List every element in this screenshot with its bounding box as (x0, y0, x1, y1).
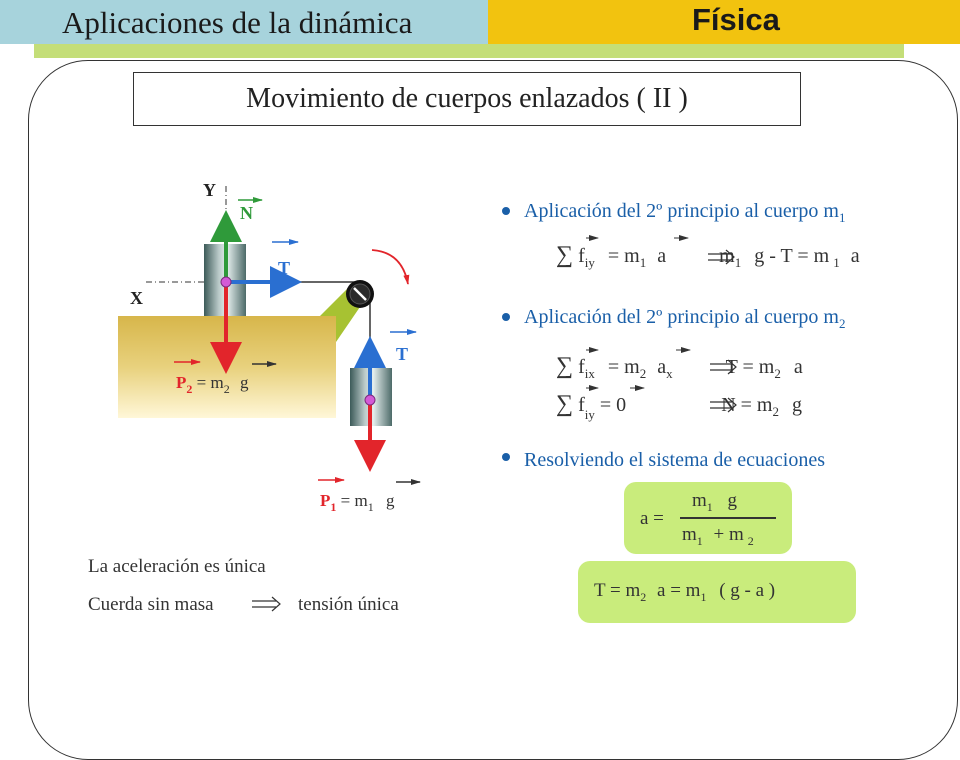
eq3-p1: = 0 (599, 394, 627, 416)
section1-sub: 1 (839, 210, 846, 225)
bullet-3 (502, 453, 510, 461)
eq1-p1: = m (607, 245, 640, 267)
section3-heading: Resolviendo el sistema de ecuaciones (524, 449, 826, 471)
eq2-p3sub: 2 (774, 366, 781, 381)
t-s2: 1 (700, 590, 707, 604)
implies-arrow-notes (252, 597, 280, 611)
weight-label-m1 (320, 491, 395, 514)
eq3-fsub: iy (584, 407, 595, 422)
center-m1 (365, 395, 375, 405)
p1-g: g (385, 491, 395, 510)
eq2-p4: a (793, 356, 803, 378)
result-a-numerator (692, 490, 737, 512)
weight-label-m2 (176, 373, 249, 396)
eq2-p2sub: x (666, 366, 673, 381)
section2-equation1 (556, 353, 803, 380)
eq3-p3: g (791, 394, 802, 416)
eq2-p3: T = m (725, 356, 775, 378)
result-a-lhs: a = (640, 508, 664, 529)
section2-text: Aplicación del 2º principio al cuerpo m (524, 306, 839, 328)
eq1-f: f (578, 245, 585, 267)
note-unique-acceleration: La aceleración es única (88, 556, 266, 577)
section1-heading (524, 200, 846, 223)
eq3-p2: N = m (721, 394, 773, 416)
section1-equation (556, 242, 860, 269)
bullet-1 (502, 207, 510, 215)
center-m2 (221, 277, 231, 287)
sum-symbol-2: ∑ (556, 353, 574, 379)
note-unique-tension: tensión única (298, 594, 399, 615)
p1-eq: = m (340, 491, 368, 510)
t-p3: ( g - a ) (719, 580, 776, 601)
den-sub1: 1 (696, 534, 703, 548)
eq1-p1sub: 1 (639, 255, 647, 270)
p2-eq: = m (196, 373, 224, 392)
t-p1: T = m (594, 580, 641, 601)
sum-symbol-3: ∑ (556, 391, 574, 417)
den-sub2: 2 (747, 534, 754, 548)
rotation-arrow (372, 250, 408, 284)
normal-label: N (240, 203, 253, 223)
eq1-p4sub: 1 (833, 255, 840, 270)
eq3-f: f (578, 394, 585, 416)
section2-heading (524, 306, 846, 329)
eq1-p5: a (850, 245, 860, 267)
num-g: g (727, 490, 738, 511)
p1-msub: 1 (367, 500, 374, 514)
eq2-p1: = m (607, 356, 640, 378)
den-m1: m (682, 524, 697, 545)
result-t-equation (594, 580, 775, 602)
note-massless-string: Cuerda sin masa (88, 594, 214, 615)
section2-equation2 (556, 391, 802, 422)
eq1-p4: g - T = m (754, 245, 830, 267)
p1-subscript: 1 (330, 500, 337, 514)
p2-g: g (239, 373, 249, 392)
num-sub: 1 (706, 500, 713, 514)
p1-symbol: P (320, 491, 331, 510)
fraction-bar (680, 517, 776, 519)
eq1-fsub: iy (584, 255, 595, 270)
p2-subscript: 2 (186, 382, 193, 396)
header-title: Aplicaciones de la dinámica (62, 5, 413, 40)
p2-symbol: P (176, 373, 187, 392)
eq1-p3: m (719, 245, 735, 267)
bullet-2 (502, 313, 510, 321)
section2-sub: 2 (839, 316, 846, 331)
section1-text: Aplicación del 2º principio al cuerpo m (524, 200, 839, 222)
axis-y-label: Y (203, 180, 216, 200)
t-s1: 2 (640, 590, 647, 604)
slide-title: Movimiento de cuerpos enlazados ( II ) (133, 72, 801, 126)
t-p2: a = m (657, 580, 701, 601)
num-m: m (692, 490, 707, 511)
eq2-p2: a (657, 356, 667, 378)
eq1-p3sub: 1 (734, 255, 742, 270)
header-subject: Física (692, 2, 780, 37)
eq2-p1sub: 2 (639, 366, 647, 381)
eq3-p2sub: 2 (772, 404, 779, 419)
den-plus: + m (713, 524, 744, 545)
p2-msub: 2 (223, 382, 230, 396)
tension-label-v: T (396, 344, 409, 364)
tension-label-h: T (278, 258, 291, 278)
axis-x-label: X (130, 288, 143, 308)
eq2-fsub: ix (584, 366, 595, 381)
result-a-denominator (682, 524, 754, 546)
sum-symbol-1: ∑ (556, 242, 574, 268)
eq2-f: f (578, 356, 585, 378)
eq1-p2: a (657, 245, 667, 267)
